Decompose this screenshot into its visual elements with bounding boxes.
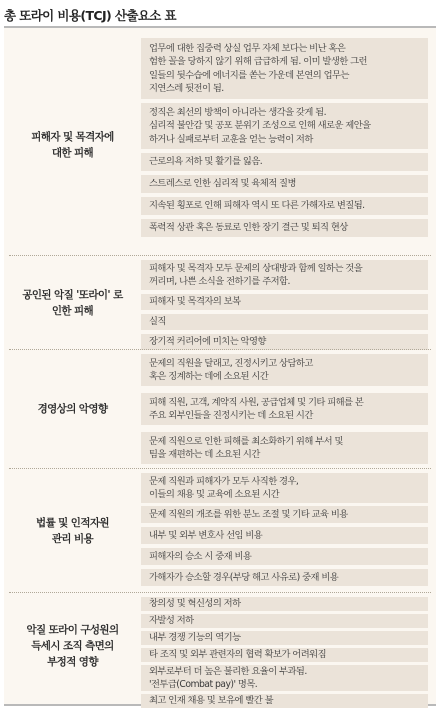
list-item: 지속된 횡포로 인해 피해자 역시 또 다른 가해자로 변질됨. — [141, 197, 428, 215]
item-list — [141, 38, 428, 251]
list-item: 외부로부터 더 높은 불리한 요율이 부과됨. '전투급(Combat pay)' 명목. — [141, 665, 428, 691]
list-item: 스트레스로 인한 심리적 및 육체적 질병 — [141, 175, 428, 193]
item-list — [141, 597, 428, 707]
table-section — [9, 349, 431, 468]
list-item: 내부 및 외부 변호사 선임 비용 — [141, 527, 428, 544]
list-item: 정직은 최선의 방책이 아니라는 생각을 갖게 됨. 심리적 불안감 및 공포 분위기 조성으로 인해 새로운 제안을 하거나 실패로부터 교훈을 얻는 능력이 저하 — [141, 103, 428, 149]
list-item: 문제 직원과 피해자가 모두 사직한 경우, 이들의 채용 및 교육에 소요된 시간 — [141, 473, 428, 503]
item-list — [141, 260, 428, 348]
list-item: 업무에 대한 집중력 상실 업무 자체 보다는 비난 혹은 험한 꼴을 당하지 않기 위해 급급하게 됨. 이미 발생한 그런 일들의 뒷수습에 에너지를 쏟는 가운데 본연의 업무는 지연스레 뒷전이 됨. — [141, 38, 428, 99]
category-label: 공인된 악질 '또라이' 로 인한 피해 — [22, 288, 123, 317]
list-item: 실직 — [141, 314, 428, 330]
table-section — [9, 592, 431, 707]
item-list — [141, 473, 428, 588]
list-item: 폭력적 상관 혹은 동료로 인한 장기 결근 및 퇴직 현상 — [141, 219, 428, 237]
category-label: 법률 및 인적자원 관리 비용 — [36, 516, 109, 545]
list-item: 창의성 및 혁신성의 저하 — [141, 597, 428, 611]
category-label: 악질 또라이 구성원의 득세시 조직 측면의 부정적 영향 — [26, 623, 119, 668]
list-item: 자발성 저하 — [141, 614, 428, 628]
list-item: 피해자의 승소 시 중재 비용 — [141, 548, 428, 565]
category-label: 피해자 및 목격자에 대한 피해 — [31, 130, 114, 159]
page-title: 총 또라이 비용(TCJ) 산출요소 표 — [4, 8, 177, 23]
list-item: 타 조직 및 외부 관련자의 협력 확보가 어려워짐 — [141, 648, 428, 662]
list-item: 문제의 직원을 달래고, 진정시키고 상담하고 혹은 징계하는 데에 소요된 시간 — [141, 354, 428, 386]
list-item: 장기적 커리어에 미치는 악영향 — [141, 334, 428, 350]
list-item: 피해 직원, 고객, 계약직 사원, 공급업체 및 기타 피해를 본 주요 외부인들을 진정시키는 데 소요된 시간 — [141, 393, 428, 425]
list-item: 근로의욕 저하 및 활기를 잃음. — [141, 153, 428, 171]
list-item: 문제 직원으로 인한 피해를 최소화하기 위해 부서 및 팀을 재편하는 데 소요된 시간 — [141, 432, 428, 464]
table-section — [9, 255, 431, 349]
item-list — [141, 354, 428, 464]
category-label: 경영상의 악영향 — [37, 403, 108, 415]
list-item: 문제 직원의 개조를 위한 분노 조절 및 기타 교육 비용 — [141, 506, 428, 523]
table-section — [9, 34, 431, 255]
list-item: 내부 경쟁 기능의 역기능 — [141, 631, 428, 645]
list-item: 최고 인재 채용 및 보유에 빨간 불 — [141, 694, 428, 708]
list-item: 피해자 및 목격자의 보복 — [141, 294, 428, 310]
table-section — [9, 468, 431, 592]
list-item: 피해자 및 목격자 모두 문제의 상대방과 함께 일하는 것을 꺼리며, 나쁜 소식을 전하기를 주저함. — [141, 260, 428, 290]
cost-table — [4, 26, 436, 706]
list-item: 가해자가 승소할 경우(부당 해고 사유로) 중재 비용 — [141, 569, 428, 586]
